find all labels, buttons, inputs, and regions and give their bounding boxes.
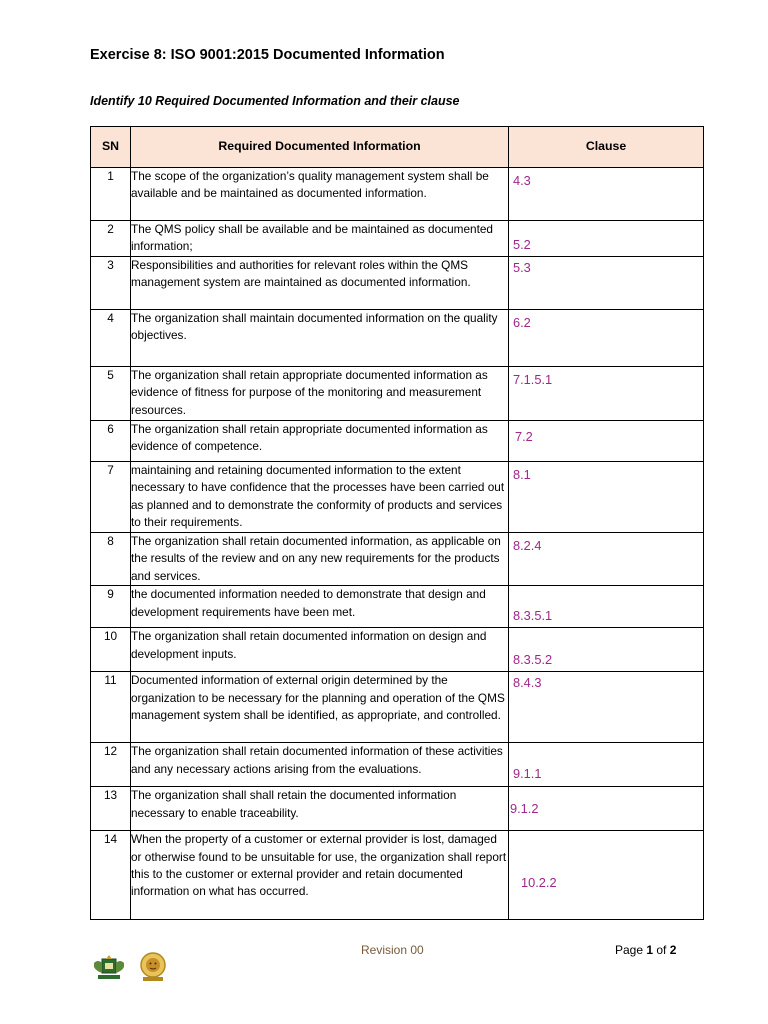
row-info: The organization shall maintain documented information on the quality objectives. <box>131 310 509 367</box>
row-sn: 13 <box>91 787 131 831</box>
row-sn: 6 <box>91 421 131 462</box>
row-clause: 7.1.5.1 <box>509 367 704 421</box>
row-clause: 8.2.4 <box>509 533 704 586</box>
header-sn: SN <box>91 127 131 168</box>
table-header-row <box>91 127 704 168</box>
lion-emblem-logo <box>137 951 169 983</box>
table-row <box>91 462 704 533</box>
row-clause: 10.2.2 <box>509 831 704 920</box>
row-sn: 1 <box>91 168 131 221</box>
row-info: When the property of a customer or external provider is lost, damaged or otherwise found to be unsuitable for use, the organization shall report this to the customer or external provider and retain documented information on what has occurred. <box>131 831 509 920</box>
row-clause: 8.3.5.2 <box>509 628 704 672</box>
organization-crest-logo <box>90 953 128 983</box>
row-info: The scope of the organization’s quality management system shall be available and be maintained as documented information. <box>131 168 509 221</box>
row-sn: 7 <box>91 462 131 533</box>
row-clause: 8.3.5.1 <box>509 586 704 628</box>
table-row <box>91 168 704 221</box>
row-clause: 9.1.2 <box>509 787 704 831</box>
row-sn: 4 <box>91 310 131 367</box>
row-clause: 8.1 <box>509 462 704 533</box>
row-clause: 9.1.1 <box>509 743 704 787</box>
row-clause: 8.4.3 <box>509 672 704 743</box>
document-subtitle: Identify 10 Required Documented Information and their clause <box>90 94 460 108</box>
table-row <box>91 586 704 628</box>
table-row <box>91 421 704 462</box>
table-row <box>91 743 704 787</box>
row-info: The organization shall retain appropriate documented information as evidence of fitness for purpose of the monitoring and measurement resources. <box>131 367 509 421</box>
document-title: Exercise 8: ISO 9001:2015 Documented Information <box>90 47 445 63</box>
row-sn: 14 <box>91 831 131 920</box>
row-clause: 7.2 <box>509 421 704 462</box>
table-row <box>91 257 704 310</box>
row-clause: 6.2 <box>509 310 704 367</box>
row-sn: 10 <box>91 628 131 672</box>
row-info: The organization shall retain appropriate documented information as evidence of competence. <box>131 421 509 462</box>
row-info: The organization shall retain documented information of these activities and any necessary actions arising from the evaluations. <box>131 743 509 787</box>
table-row <box>91 628 704 672</box>
row-info: Responsibilities and authorities for relevant roles within the QMS management system are maintained as documented information. <box>131 257 509 310</box>
row-info: Documented information of external origin determined by the organization to be necessary for the planning and operation of the QMS management system shall be identified, as appropriate, and controlled. <box>131 672 509 743</box>
page-number: Page 1 of 2 <box>615 943 677 957</box>
row-sn: 11 <box>91 672 131 743</box>
table-row <box>91 221 704 257</box>
row-info: maintaining and retaining documented information to the extent necessary to have confidence that the processes have been carried out as planned and to demonstrate the conformity of products and services to their requirements. <box>131 462 509 533</box>
row-sn: 5 <box>91 367 131 421</box>
table-row <box>91 533 704 586</box>
table-row <box>91 367 704 421</box>
table-row <box>91 831 704 920</box>
row-sn: 2 <box>91 221 131 257</box>
row-sn: 12 <box>91 743 131 787</box>
row-sn: 8 <box>91 533 131 586</box>
row-clause: 5.2 <box>509 221 704 257</box>
row-sn: 3 <box>91 257 131 310</box>
table-row <box>91 672 704 743</box>
row-clause: 5.3 <box>509 257 704 310</box>
header-info: Required Documented Information <box>131 127 509 168</box>
table-row <box>91 787 704 831</box>
row-info: The QMS policy shall be available and be maintained as documented information; <box>131 221 509 257</box>
documented-information-table <box>90 126 704 920</box>
header-clause: Clause <box>509 127 704 168</box>
row-info: The organization shall retain documented information, as applicable on the results of the review and on any new requirements for the products and services. <box>131 533 509 586</box>
row-info: the documented information needed to demonstrate that design and development requirements have been met. <box>131 586 509 628</box>
revision-label: Revision 00 <box>361 943 424 957</box>
row-info: The organization shall retain documented information on design and development inputs. <box>131 628 509 672</box>
row-info: The organization shall shall retain the documented information necessary to enable traceability. <box>131 787 509 831</box>
row-sn: 9 <box>91 586 131 628</box>
row-clause: 4.3 <box>509 168 704 221</box>
table-row <box>91 310 704 367</box>
